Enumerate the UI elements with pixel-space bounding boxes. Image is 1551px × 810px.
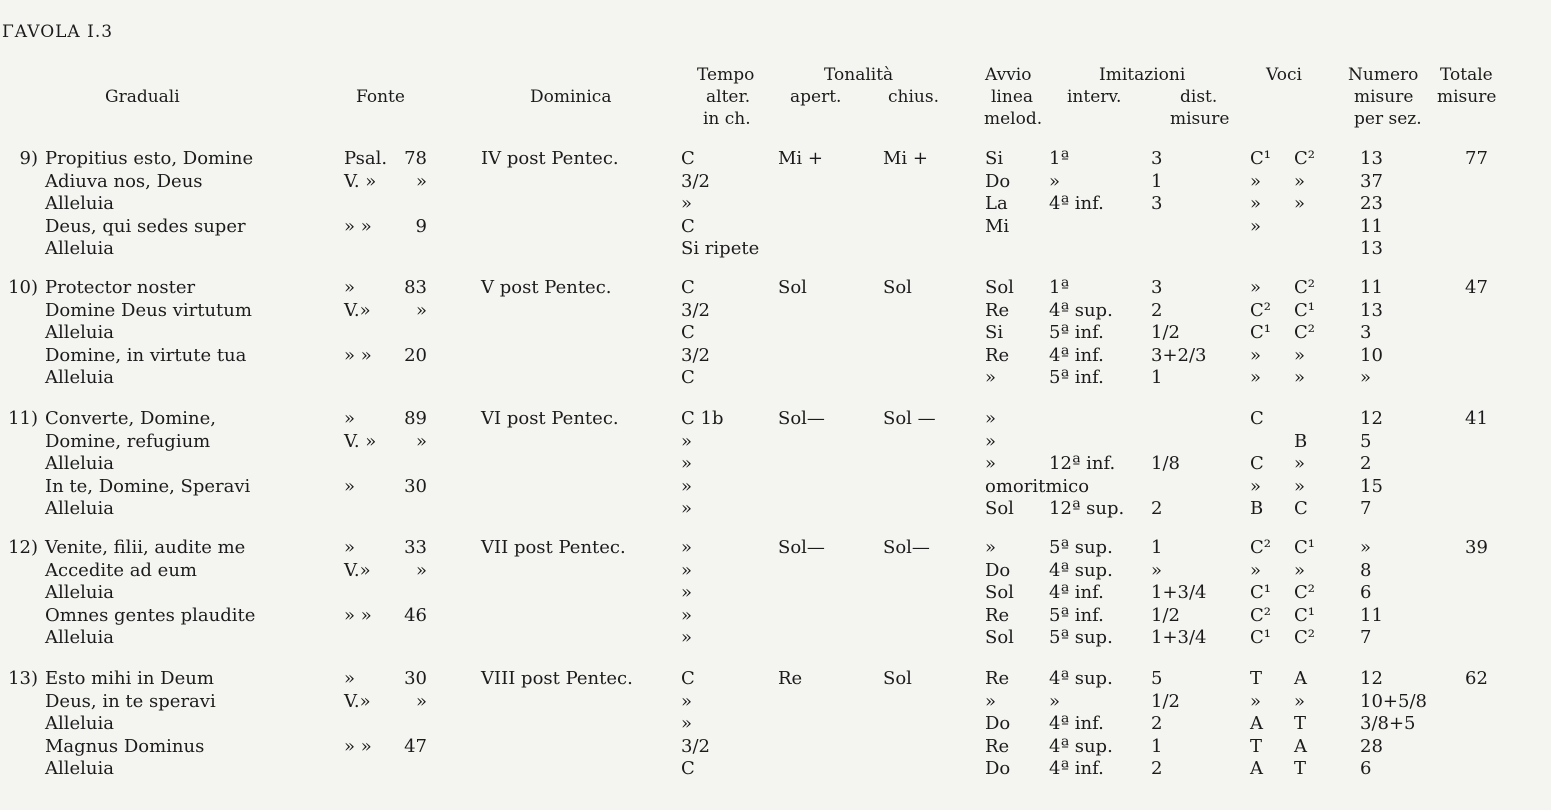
cell-fonte-a: » »	[344, 345, 372, 366]
group-apert: Sol—	[778, 537, 825, 558]
cell-fonte-a: V.»	[344, 560, 371, 581]
cell-title: Alleluia	[45, 627, 115, 648]
cell-numero: »	[1360, 367, 1372, 388]
cell-avvio: »	[985, 537, 997, 558]
group-chius: Mi +	[883, 148, 928, 169]
cell-interv: 5ª inf.	[1049, 367, 1104, 388]
cell-fonte-b: »	[415, 171, 427, 192]
group-apert: Sol—	[778, 408, 825, 429]
cell-numero: 3/8+5	[1360, 713, 1416, 734]
cell-interv: »	[1049, 691, 1061, 712]
cell-title: Propitius esto, Domine	[45, 148, 254, 169]
cell-title: Alleluia	[45, 713, 115, 734]
cell-tempo: »	[681, 193, 693, 214]
cell-numero: 23	[1360, 193, 1383, 214]
cell-interv: 4ª inf.	[1049, 713, 1104, 734]
cell-fonte-b: 33	[404, 537, 427, 558]
cell-voce1: C¹	[1250, 148, 1271, 169]
cell-voce1: C¹	[1250, 582, 1271, 603]
cell-numero: 11	[1360, 216, 1383, 237]
cell-dist: 2	[1151, 498, 1163, 519]
cell-voce2: C¹	[1294, 605, 1315, 626]
cell-dist: 2	[1151, 713, 1163, 734]
cell-interv: 4ª sup.	[1049, 668, 1113, 689]
cell-numero: 12	[1360, 668, 1383, 689]
cell-numero: 11	[1360, 277, 1383, 298]
cell-fonte-b: 30	[404, 668, 427, 689]
cell-tempo: »	[681, 476, 693, 497]
cell-title: Alleluia	[45, 367, 115, 388]
cell-tempo: »	[681, 537, 693, 558]
cell-avvio: Re	[985, 668, 1010, 689]
cell-avvio: Sol	[985, 582, 1014, 603]
cell-fonte-b: »	[415, 431, 427, 452]
cell-avvio: Re	[985, 345, 1010, 366]
cell-tempo: »	[681, 713, 693, 734]
cell-voce1: »	[1250, 476, 1262, 497]
cell-dist: 5	[1151, 668, 1163, 689]
cell-avvio: »	[985, 691, 997, 712]
cell-voce2: »	[1294, 193, 1306, 214]
cell-interv: 4ª inf.	[1049, 345, 1104, 366]
cell-title: Omnes gentes plaudite	[45, 605, 256, 626]
cell-numero: 10+5/8	[1360, 691, 1427, 712]
cell-fonte-a: V. »	[344, 431, 377, 452]
cell-dist: 3	[1151, 193, 1163, 214]
header-tempo: Tempo	[697, 65, 755, 85]
cell-voce2: »	[1294, 367, 1306, 388]
cell-tempo: »	[681, 582, 693, 603]
cell-voce2: »	[1294, 560, 1306, 581]
cell-fonte-a: »	[344, 476, 356, 497]
cell-fonte-b: 9	[415, 216, 427, 237]
page-title: ΓAVOLA I.3	[2, 22, 114, 42]
cell-numero: 5	[1360, 431, 1372, 452]
cell-fonte-a: » »	[344, 736, 372, 757]
cell-numero: 37	[1360, 171, 1383, 192]
cell-fonte-b: 89	[404, 408, 427, 429]
cell-numero: 13	[1360, 238, 1383, 259]
cell-fonte-a: »	[344, 277, 356, 298]
cell-numero: 6	[1360, 758, 1372, 779]
cell-title: In te, Domine, Speravi	[45, 476, 251, 497]
cell-avvio: »	[985, 431, 997, 452]
cell-numero: 3	[1360, 322, 1372, 343]
cell-interv: 5ª sup.	[1049, 627, 1113, 648]
cell-numero: 8	[1360, 560, 1372, 581]
cell-avvio: Do	[985, 560, 1011, 581]
cell-numero: 6	[1360, 582, 1372, 603]
cell-voce2: A	[1294, 736, 1307, 757]
cell-voce2: T	[1294, 758, 1307, 779]
header-numero: Numero	[1348, 65, 1419, 85]
cell-dist: 1+3/4	[1151, 582, 1207, 603]
cell-voce2: C²	[1294, 582, 1315, 603]
cell-voce2: C¹	[1294, 537, 1315, 558]
cell-dist: 1	[1151, 736, 1163, 757]
cell-voce1: C²	[1250, 537, 1271, 558]
cell-dist: 1/2	[1151, 322, 1180, 343]
cell-dist: 1+3/4	[1151, 627, 1207, 648]
cell-interv: 12ª inf.	[1049, 453, 1116, 474]
group-number: 13)	[8, 668, 38, 689]
header-dist-misure: misure	[1170, 109, 1230, 129]
cell-tempo: C	[681, 277, 695, 298]
cell-numero: 10	[1360, 345, 1383, 366]
cell-title: Domine Deus virtutum	[45, 300, 252, 321]
cell-numero: 28	[1360, 736, 1383, 757]
cell-voce1: C¹	[1250, 322, 1271, 343]
cell-dist: 1	[1151, 367, 1163, 388]
cell-numero: »	[1360, 537, 1372, 558]
cell-avvio: Mi	[985, 216, 1010, 237]
cell-title: Alleluia	[45, 453, 115, 474]
cell-voce2: C¹	[1294, 300, 1315, 321]
cell-voce1: »	[1250, 345, 1262, 366]
cell-avvio: Sol	[985, 277, 1014, 298]
header-voci: Voci	[1266, 65, 1302, 85]
cell-voce1: »	[1250, 560, 1262, 581]
cell-voce1: T	[1250, 668, 1263, 689]
cell-tempo: C	[681, 367, 695, 388]
cell-title: Deus, qui sedes super	[45, 216, 246, 237]
cell-tempo: C 1b	[681, 408, 724, 429]
group-dominica: VIII post Pentec.	[481, 668, 633, 689]
group-chius: Sol —	[883, 408, 936, 429]
cell-tempo: »	[681, 605, 693, 626]
group-number: 11)	[8, 408, 38, 429]
cell-voce1: T	[1250, 736, 1263, 757]
cell-voce2: »	[1294, 453, 1306, 474]
cell-title: Converte, Domine,	[45, 408, 217, 429]
cell-avvio: La	[985, 193, 1008, 214]
header-fonte: Fonte	[356, 87, 405, 107]
cell-avvio: Si	[985, 148, 1004, 169]
group-dominica: VII post Pentec.	[481, 537, 626, 558]
header-tempo-inch: in ch.	[703, 109, 751, 129]
cell-voce1: »	[1250, 193, 1262, 214]
group-apert: Re	[778, 668, 803, 689]
group-chius: Sol	[883, 277, 912, 298]
cell-fonte-b: 83	[404, 277, 427, 298]
cell-tempo: »	[681, 498, 693, 519]
cell-tempo: 3/2	[681, 300, 710, 321]
cell-fonte-a: V. »	[344, 171, 377, 192]
cell-numero: 13	[1360, 300, 1383, 321]
cell-dist: »	[1151, 560, 1163, 581]
cell-interv: »	[1049, 171, 1061, 192]
cell-numero: 7	[1360, 627, 1372, 648]
cell-fonte-b: 20	[404, 345, 427, 366]
cell-voce1: A	[1250, 758, 1263, 779]
cell-dist: 1	[1151, 171, 1163, 192]
cell-tempo: 3/2	[681, 345, 710, 366]
header-avvio: Avvio	[985, 65, 1032, 85]
cell-voce2: »	[1294, 691, 1306, 712]
cell-tempo: »	[681, 691, 693, 712]
cell-avvio: Re	[985, 605, 1010, 626]
cell-voce2: C²	[1294, 277, 1315, 298]
cell-dist: 3	[1151, 277, 1163, 298]
cell-fonte-a: »	[344, 408, 356, 429]
cell-dist: 1/2	[1151, 691, 1180, 712]
cell-fonte-b: »	[415, 300, 427, 321]
group-chius: Sol—	[883, 537, 930, 558]
cell-tempo: »	[681, 431, 693, 452]
cell-numero: 2	[1360, 453, 1372, 474]
cell-voce1: A	[1250, 713, 1263, 734]
cell-tempo: C	[681, 322, 695, 343]
cell-dist: 1/2	[1151, 605, 1180, 626]
cell-voce1: C²	[1250, 605, 1271, 626]
cell-avvio: »	[985, 367, 997, 388]
cell-title: Esto mihi in Deum	[45, 668, 214, 689]
cell-tempo: 3/2	[681, 736, 710, 757]
group-number: 12)	[8, 537, 38, 558]
header-dist: dist.	[1180, 87, 1218, 107]
cell-numero: 15	[1360, 476, 1383, 497]
cell-tempo: »	[681, 560, 693, 581]
cell-title: Magnus Dominus	[45, 736, 205, 757]
cell-fonte-b: »	[415, 560, 427, 581]
cell-interv: 12ª sup.	[1049, 498, 1125, 519]
cell-interv: 5ª sup.	[1049, 537, 1113, 558]
cell-avvio: Sol	[985, 627, 1014, 648]
cell-title: Alleluia	[45, 582, 115, 603]
cell-voce2: C²	[1294, 322, 1315, 343]
header-chius: chius.	[888, 87, 939, 107]
group-dominica: VI post Pentec.	[481, 408, 619, 429]
header-graduali: Graduali	[105, 87, 180, 107]
cell-tempo: C	[681, 148, 695, 169]
cell-avvio: Re	[985, 736, 1010, 757]
cell-title: Domine, in virtute tua	[45, 345, 247, 366]
group-totale: 39	[1465, 537, 1488, 558]
cell-voce1: B	[1250, 498, 1264, 519]
cell-avvio: Re	[985, 300, 1010, 321]
group-totale: 62	[1465, 668, 1488, 689]
cell-tempo: »	[681, 627, 693, 648]
header-numero-persez: per sez.	[1354, 109, 1422, 129]
cell-avvio: omoritmico	[985, 476, 1090, 497]
cell-dist: 3+2/3	[1151, 345, 1207, 366]
cell-title: Alleluia	[45, 498, 115, 519]
header-totale-misure: misure	[1437, 87, 1497, 107]
cell-numero: 13	[1360, 148, 1383, 169]
cell-fonte-b: 30	[404, 476, 427, 497]
header-apert: apert.	[790, 87, 842, 107]
cell-fonte-a: » »	[344, 605, 372, 626]
cell-fonte-a: V.»	[344, 300, 371, 321]
cell-voce2: C²	[1294, 627, 1315, 648]
group-apert: Sol	[778, 277, 807, 298]
cell-title: Adiuva nos, Deus	[45, 171, 203, 192]
cell-voce1: C	[1250, 453, 1264, 474]
cell-avvio: Sol	[985, 498, 1014, 519]
cell-tempo: »	[681, 453, 693, 474]
header-numero-misure: misure	[1354, 87, 1414, 107]
cell-title: Alleluia	[45, 322, 115, 343]
cell-voce2: T	[1294, 713, 1307, 734]
group-dominica: V post Pentec.	[481, 277, 612, 298]
cell-title: Alleluia	[45, 758, 115, 779]
cell-interv: 4ª sup.	[1049, 300, 1113, 321]
cell-avvio: Do	[985, 758, 1011, 779]
header-totale: Totale	[1440, 65, 1493, 85]
cell-title: Domine, refugium	[45, 431, 211, 452]
cell-avvio: »	[985, 453, 997, 474]
cell-voce1: »	[1250, 277, 1262, 298]
cell-voce1: »	[1250, 367, 1262, 388]
group-dominica: IV post Pentec.	[481, 148, 619, 169]
cell-avvio: »	[985, 408, 997, 429]
cell-avvio: Do	[985, 713, 1011, 734]
cell-voce2: B	[1294, 431, 1308, 452]
cell-voce2: C²	[1294, 148, 1315, 169]
cell-fonte-a: Psal.	[344, 148, 388, 169]
cell-interv: 1ª	[1049, 277, 1070, 298]
cell-title: Deus, in te speravi	[45, 691, 216, 712]
cell-voce2: C	[1294, 498, 1308, 519]
cell-title: Venite, filii, audite me	[45, 537, 246, 558]
cell-dist: 1	[1151, 537, 1163, 558]
cell-interv: 1ª	[1049, 148, 1070, 169]
cell-voce1: C²	[1250, 300, 1271, 321]
cell-fonte-a: » »	[344, 216, 372, 237]
cell-tempo: C	[681, 758, 695, 779]
group-totale: 47	[1465, 277, 1488, 298]
header-imitazioni: Imitazioni	[1099, 65, 1186, 85]
cell-voce2: »	[1294, 345, 1306, 366]
cell-avvio: Do	[985, 171, 1011, 192]
group-totale: 41	[1465, 408, 1488, 429]
cell-fonte-a: V.»	[344, 691, 371, 712]
cell-interv: 4ª inf.	[1049, 758, 1104, 779]
cell-voce1: »	[1250, 691, 1262, 712]
cell-interv: 5ª inf.	[1049, 605, 1104, 626]
cell-tempo: 3/2	[681, 171, 710, 192]
group-chius: Sol	[883, 668, 912, 689]
group-totale: 77	[1465, 148, 1488, 169]
cell-voce1: C	[1250, 408, 1264, 429]
cell-interv: 5ª inf.	[1049, 322, 1104, 343]
cell-tempo: C	[681, 668, 695, 689]
cell-interv: 4ª sup.	[1049, 560, 1113, 581]
group-number: 10)	[8, 277, 38, 298]
cell-numero: 7	[1360, 498, 1372, 519]
cell-voce2: »	[1294, 171, 1306, 192]
cell-interv: 4ª inf.	[1049, 582, 1104, 603]
group-number: 9)	[19, 148, 38, 169]
cell-dist: 1/8	[1151, 453, 1180, 474]
cell-avvio: Si	[985, 322, 1004, 343]
cell-dist: 2	[1151, 758, 1163, 779]
cell-fonte-b: 46	[404, 605, 427, 626]
cell-title: Accedite ad eum	[45, 560, 197, 581]
cell-title: Alleluia	[45, 238, 115, 259]
cell-numero: 11	[1360, 605, 1383, 626]
header-avvio-melod: melod.	[984, 109, 1043, 129]
cell-voce2: A	[1294, 668, 1307, 689]
header-interv: interv.	[1067, 87, 1122, 107]
cell-voce1: »	[1250, 171, 1262, 192]
cell-voce1: »	[1250, 216, 1262, 237]
cell-fonte-a: »	[344, 537, 356, 558]
cell-tempo: C	[681, 216, 695, 237]
cell-dist: 3	[1151, 148, 1163, 169]
header-tempo-alter: alter.	[706, 87, 751, 107]
cell-title: Protector noster	[45, 277, 196, 298]
cell-title: Alleluia	[45, 193, 115, 214]
cell-voce1: C¹	[1250, 627, 1271, 648]
cell-fonte-b: 47	[404, 736, 427, 757]
header-avvio-linea: linea	[991, 87, 1034, 107]
cell-fonte-a: »	[344, 668, 356, 689]
cell-voce2: »	[1294, 476, 1306, 497]
cell-dist: 2	[1151, 300, 1163, 321]
group-apert: Mi +	[778, 148, 823, 169]
cell-numero: 12	[1360, 408, 1383, 429]
header-dominica: Dominica	[530, 87, 612, 107]
cell-fonte-b: 78	[404, 148, 427, 169]
header-tonalita: Tonalità	[824, 65, 894, 85]
cell-interv: 4ª sup.	[1049, 736, 1113, 757]
cell-tempo: Si ripete	[681, 238, 760, 259]
cell-fonte-b: »	[415, 691, 427, 712]
cell-interv: 4ª inf.	[1049, 193, 1104, 214]
